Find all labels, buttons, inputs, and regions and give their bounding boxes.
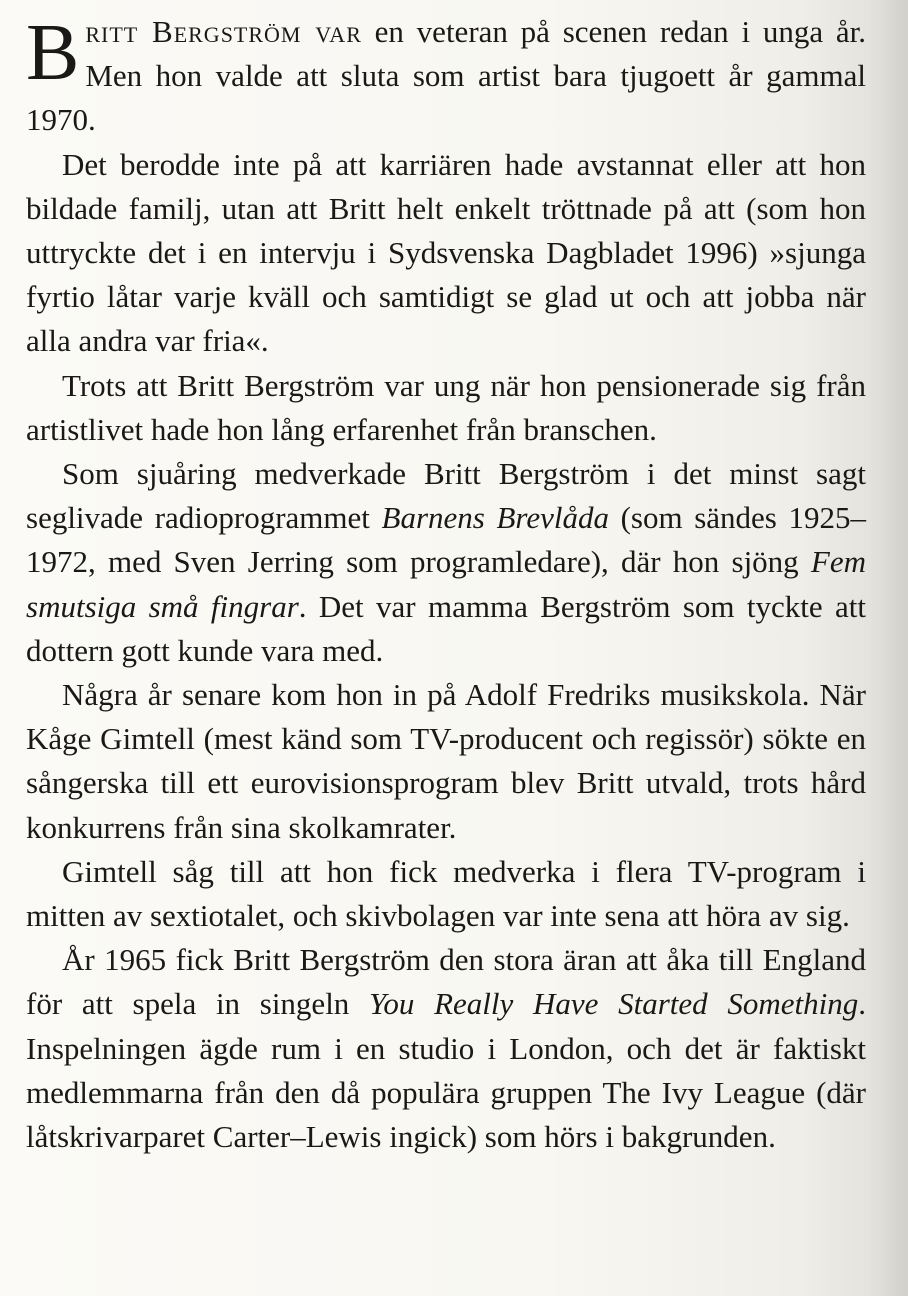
- paragraph-4-text-b: (som sändes 1925–1972, med Sven Jerring som programledare), där hon sjöng: [26, 500, 866, 580]
- paragraph-6: Gimtell såg till att hon fick medverka i flera TV-program i mitten av sextiotalet, och skivbolagen var inte sena att höra av sig.: [26, 853, 866, 934]
- single-title: You Really Have Started Something: [369, 986, 859, 1022]
- paragraph-4-text-c: . Det var mamma Bergström som tyckte att dottern gott kunde vara med.: [26, 588, 866, 668]
- paragraph-3: Trots att Britt Bergström var ung när hon pensionerade sig från artistlivet hade hon lång erfarenhet från branschen.: [26, 367, 866, 447]
- paragraph-5: Några år senare kom hon in på Adolf Fredriks musikskola. När Kåge Gimtell (mest känd som TV-producent och regissör) sökte en sångerska till ett eurovisionsprogram blev Britt utvald, trots hård konkurrens från sina skolkamrater.: [26, 677, 866, 845]
- paragraph-7-text-b: . Inspelningen ägde rum i en studio i London, och det är faktiskt medlemmarna från den då populära gruppen The Ivy League (där låtskrivarparet Carter–Lewis ingick) som hörs i bakgrunden.: [26, 986, 866, 1155]
- paragraph-7-text-a: År 1965 fick Britt Bergström den stora äran att åka till England för att spela in singeln: [26, 942, 866, 1022]
- page-edge-shadow: [868, 0, 908, 1296]
- article-body: [26, 10, 866, 1159]
- song-title-fem-smutsiga: Fem smutsiga små fingrar: [26, 544, 866, 624]
- paragraph-1-text: en veteran på scenen redan i unga år. Men hon valde att sluta som artist bara tjugoett år gammal 1970.: [26, 14, 866, 138]
- paragraph-7: [26, 938, 866, 1159]
- opening-small-caps: ritt Bergström var: [85, 14, 362, 49]
- program-title-barnens-brevlada: Barnens Brevlåda: [381, 500, 609, 536]
- paragraph-4: [26, 452, 866, 673]
- paragraph-2: Det berodde inte på att karriären hade avstannat eller att hon bildade familj, utan att Britt helt enkelt tröttnade på att (som hon uttryckte det i en intervju i Sydsvenska Dagbladet 1996) »sjunga fyrtio låtar varje kväll och samtidigt se glad ut och att jobba när alla andra var fria«.: [26, 146, 866, 359]
- paragraph-4-text-a: Som sjuåring medverkade Britt Bergström i det minst sagt seglivade radioprogrammet: [26, 456, 866, 536]
- paragraph-1: [26, 10, 866, 143]
- drop-cap: B: [26, 9, 80, 97]
